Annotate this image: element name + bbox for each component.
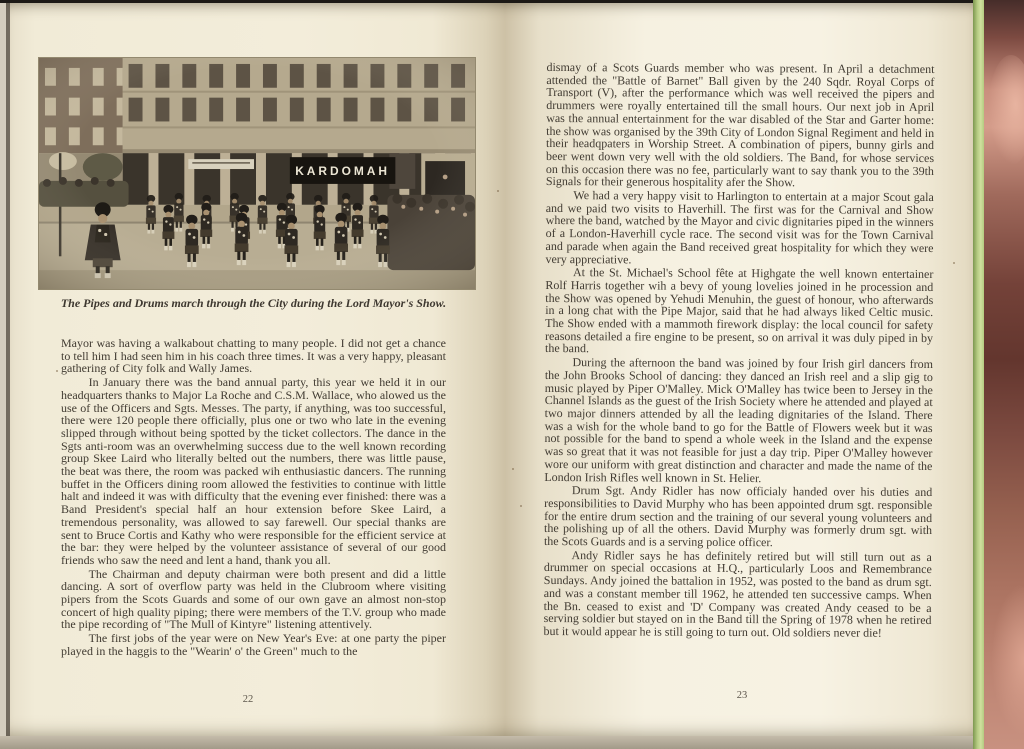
paper-speck bbox=[497, 190, 499, 192]
paper-speck bbox=[953, 262, 955, 264]
paragraph: At the St. Michael's School fête at Highgate the well known entertainer Rolf Harris together wih a bevy of young lovelies joined in he procession and the Show was opened by Yehudi Menuhin, the guest of honour, who afterwards in a long chat with the Pipe Major, said that he had always liked Celtic music. The Show ended with a mammoth firework display: the local council for safety reasons detailed a fire engine to be present, so on arrival it was duly piped in by the band. bbox=[544, 265, 934, 356]
paragraph: The first jobs of the year were on New Year's Eve: at one party the piper played in the haggis to the "Wearin' o' the Green" much to the bbox=[61, 631, 446, 658]
paragraph: During the afternoon the band was joined by four Irish girl dancers from the John Brooks School of dancing: they danced an Irish reel and a slip gig to music played by Piper O'Malley. Mick O'Malley has twice been to Jersey in the Channel Islands as the guest of the Irish Society where he attended and played at two major dinners attended by all the leading dignitaries of the Island. There was a wish for the whole band to go for the Battle of Flowers week but it was not possible for the band to spend a whole week in the Island and the expense was so great that it was not feasible for just a day trip. Piper O'Malley however wore our uniform with great distinction and character and made the name of the London Irish Rifles well known in St. Helier. bbox=[544, 355, 933, 485]
scan-left-margin bbox=[0, 3, 6, 749]
scan-top-edge bbox=[0, 0, 1024, 3]
paper-speck bbox=[56, 370, 58, 372]
photo-vignette bbox=[39, 58, 475, 289]
paragraph: Mayor was having a walkabout chatting to many people. I did not get a chance to tell him I had seen him in his coach three times. It was a very happy, pleasant gathering of City folk and Wally James. bbox=[61, 336, 446, 376]
paragraph: The Chairman and deputy chairman were both present and did a little dancing. A sort of overflow party was held in the Clubroom where visiting pipers from the Scots Guards and some of our own gave an almost non-stop concert of high quality piping; there were members of the T.V. group who made the pipe recording of "The Mull of Kintyre" listening attentively. bbox=[61, 566, 446, 632]
right-page-text bbox=[543, 61, 934, 640]
photo-caption: The Pipes and Drums march through the City during the Lord Mayor's Show. bbox=[60, 296, 447, 310]
page-number-23: 23 bbox=[736, 690, 748, 701]
parade-photo bbox=[38, 57, 476, 290]
left-page-text bbox=[61, 337, 446, 658]
book-left-edge bbox=[6, 3, 10, 736]
paragraph: Drum Sgt. Andy Ridler has now officialy handed over his duties and responsibilities to David Murphy who has been appointed drum sgt. responsible for the entire drum section and the training of our several young volunteers and the polishing up of all the others. David Murphy was formerly drum sgt. with the Scots Guards and is a serving police officer. bbox=[543, 483, 933, 550]
paragraph: In January there was the band annual party, this year we held it in our headquarters thanks to Major La Roche and C.S.M. Wallace, who alowed us the use of the Officers and Sgts. Messes. The party, if anything, was too successful, there were 120 people there officially, plus one or two who late in the evening slipped through without being spotted by the ticket collectors. The dance in the Sgts anti-room was an overwhelming success due to the well known recording group Skee Laird who literally belted out the numbers, there was little pause, the beat was there, the room was packed wih enthusiastic dancers. The running buffet in the Officers dining room allowed the festivities to continue with little halt and indeed it was with difficulty that the evening ever finished: there was a Band President's special half an hour extension before Skee Laird, a tremendous personality, was allowed to say farewell. Our special thanks are sent to Bruce Cortis and Kathy who were responsible for the efficient service at the bar: they were helped by the volunteer assistance of several of our good friends who saw the need and lent a hand, thank you all. bbox=[61, 375, 446, 567]
parade-photo-art bbox=[39, 58, 475, 289]
paper-speck bbox=[512, 468, 514, 470]
paragraph: dismay of a Scots Guards member who was present. In April a detachment attended the "Battle of Barnet" Ball given by the 240 Sqdr. Royal Corps of Transport (V), after the performance which was well received the pipers and drummers were royally entertained till the small hours. Our next job in April was the annual entertainment for the war disabled of the Star and Garter home: the show was organised by the 39th City of London Signal Regiment and held in their headqpaters in Worship Street. A combination of pipers, bunny girls and beer went down very well with the old soldiers. The Band, for whose services on this occasion there was no fee, particularly want to say thank you to the 39th Signals for their generous hospitality afer the Show. bbox=[545, 59, 935, 190]
paragraph: Andy Ridler says he has definitely retired but will still turn out as a drummer on special occasions at H.Q., particularly Loos and Remembrance Sundays. Andy joined the battalion in 1952, was posted to the band as drum sgt. and was a constant member till 1962, he attended ten successive camps. When the Bn. ceased to exist and 'D' Company was created Andy ceased to be a serving soldier but stayed on in the Band till the Spring of 1978 when he retired but it would appear he is still going to turn out. Old soldiers never die! bbox=[543, 547, 932, 640]
page-number-22: 22 bbox=[242, 694, 254, 705]
page-bottom-edge bbox=[0, 736, 990, 749]
paragraph: We had a very happy visit to Harlington to entertain at a major Scout gala and we paid two visits to Haverhill. The first was for the Carnival and Show where the band, watched by the Mayor and civic dignitaries piped in the winners of a London-Haverhill cycle race. The second visit was for the Town Carnival and parade when again the Band received great hospitality for which they were very appreciative. bbox=[545, 188, 934, 266]
paper-speck bbox=[520, 505, 522, 507]
